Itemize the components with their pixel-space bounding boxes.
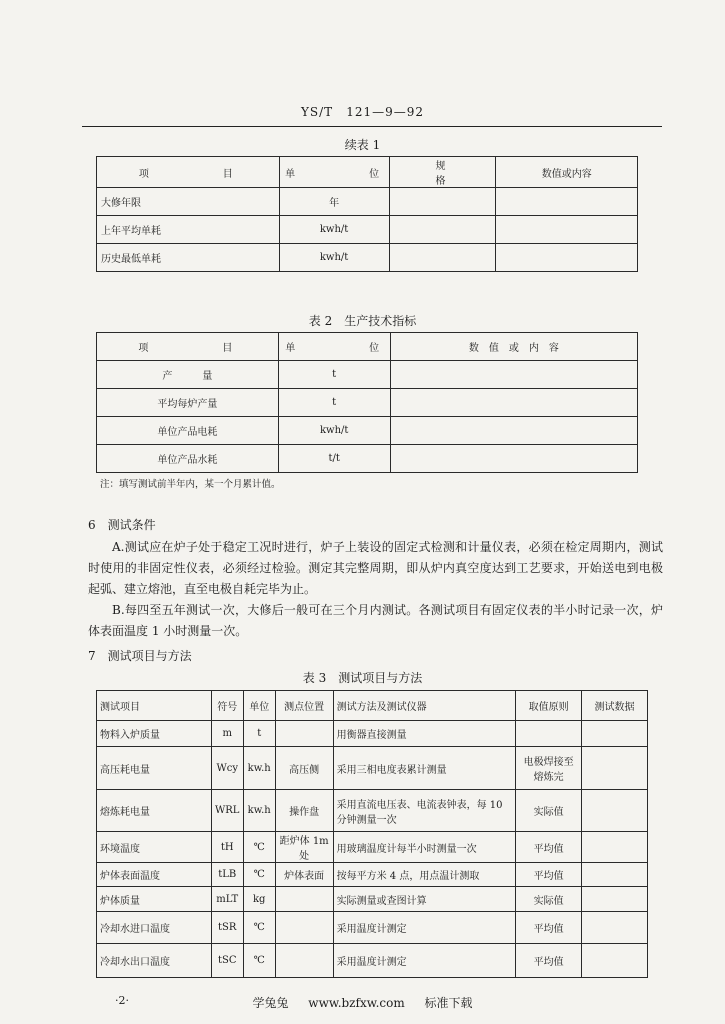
- table3-caption: 表 3 测试项目与方法: [302, 671, 423, 685]
- table-cell: [496, 216, 638, 244]
- table-cell: 产 量: [97, 361, 279, 389]
- table2: [96, 332, 638, 473]
- table-cell: 采用温度计测定: [333, 944, 516, 978]
- table-cell: [389, 244, 496, 272]
- table-cell: [275, 912, 333, 944]
- table-row: [97, 389, 638, 417]
- table-cell: [582, 912, 648, 944]
- table-cell: 用衡器直接测量: [333, 721, 516, 747]
- section6-paragraph-a: A.测试应在炉子处于稳定工况时进行，炉子上装设的固定式检测和计量仪表，必须在检定周期内，测试时使用的非固定性仪表，必须经过检验。测定其完整周期，即从炉内真空度达到工艺要求，开始送电到电极起弧、建立熔池，直至电极自耗完毕为止。: [88, 540, 663, 596]
- table-cell: kg: [243, 887, 275, 912]
- table-cell: 按每平方米 4 点，用点温计测取: [333, 863, 516, 887]
- table2-header-value: 数 值 或 内 容: [390, 333, 637, 361]
- table-cell: 冷却水出口温度: [97, 944, 212, 978]
- table-cell: [582, 790, 648, 832]
- table-cell: [582, 721, 648, 747]
- table-cell: m: [211, 721, 243, 747]
- table-cell: 平均值: [516, 944, 582, 978]
- table-cell: 距炉体 1m 处: [275, 832, 333, 863]
- table3-header-item: 测试项目: [97, 691, 212, 721]
- table-cell: kwh/t: [279, 216, 389, 244]
- table-cell: 炉体质量: [97, 887, 212, 912]
- table-cell: 电极焊接至熔炼完: [516, 747, 582, 790]
- footer-watermark: [0, 994, 725, 1011]
- table3-header-data: 测试数据: [582, 691, 648, 721]
- table-cell: 单位产品水耗: [97, 445, 279, 473]
- table-cell: 物料入炉质量: [97, 721, 212, 747]
- table1-header-spec: 规 格: [389, 157, 496, 188]
- table-cell: [390, 361, 637, 389]
- table-row: [97, 721, 648, 747]
- table-row: [97, 790, 648, 832]
- table-cell: [496, 244, 638, 272]
- table-cell: 操作盘: [275, 790, 333, 832]
- table-cell: 高压耗电量: [97, 747, 212, 790]
- table-cell: [275, 721, 333, 747]
- table-row: [97, 912, 648, 944]
- table-cell: [582, 944, 648, 978]
- table-cell: 年: [279, 188, 389, 216]
- table-cell: tSR: [211, 912, 243, 944]
- table-cell: t/t: [278, 445, 390, 473]
- table-header-row: [97, 333, 638, 361]
- table-cell: 炉体表面: [275, 863, 333, 887]
- table3-header-symbol: 符号: [211, 691, 243, 721]
- table3-header-method: 测试方法及测试仪器: [333, 691, 516, 721]
- section6-title: 6 测试条件: [88, 518, 156, 532]
- table-cell: [390, 445, 637, 473]
- table-cell: ℃: [243, 863, 275, 887]
- table-cell: tSC: [211, 944, 243, 978]
- table-cell: 用玻璃温度计每半小时测量一次: [333, 832, 516, 863]
- table-cell: 冷却水进口温度: [97, 912, 212, 944]
- table-cell: kw.h: [243, 790, 275, 832]
- table-row: [97, 747, 648, 790]
- table-cell: [390, 389, 637, 417]
- table-cell: 实际值: [516, 887, 582, 912]
- table-cell: mLT: [211, 887, 243, 912]
- table-row: [97, 944, 648, 978]
- section6-paragraph-b: B.每四至五年测试一次，大修后一般可在三个月内测试。各测试项目有固定仪表的半小时记录一次，炉体表面温度 1 小时测量一次。: [88, 603, 663, 638]
- table-row: [97, 863, 648, 887]
- table3-header-principle: 取值原则: [516, 691, 582, 721]
- table-row: [97, 216, 638, 244]
- table-row: [97, 832, 648, 863]
- table-cell: WRL: [211, 790, 243, 832]
- table-cell: t: [278, 389, 390, 417]
- table-cell: 平均值: [516, 863, 582, 887]
- table-cell: 炉体表面温度: [97, 863, 212, 887]
- table3-header-unit: 单位: [243, 691, 275, 721]
- table-cell: [390, 417, 637, 445]
- table-row: [97, 417, 638, 445]
- table-row: [97, 887, 648, 912]
- table-cell: ℃: [243, 832, 275, 863]
- table1-header-unit: 单 位: [279, 157, 389, 188]
- footer-url[interactable]: www.bzfxw.com: [308, 996, 405, 1010]
- table-cell: [582, 832, 648, 863]
- table-cell: 上年平均单耗: [97, 216, 280, 244]
- table-cell: 平均值: [516, 912, 582, 944]
- table-cell: [582, 863, 648, 887]
- table-cell: 采用直流电压表、电流表钟表，每 10 分钟测量一次: [333, 790, 516, 832]
- table-cell: t: [243, 721, 275, 747]
- table-cell: 环境温度: [97, 832, 212, 863]
- table-cell: 历史最低单耗: [97, 244, 280, 272]
- table-row: [97, 361, 638, 389]
- table-cell: [275, 887, 333, 912]
- section7-title: 7 测试项目与方法: [88, 649, 192, 663]
- table2-caption: 表 2 生产技术指标: [308, 314, 417, 328]
- table-cell: 实际测量或查图计算: [333, 887, 516, 912]
- table-cell: kwh/t: [279, 244, 389, 272]
- page-number: ·2·: [115, 994, 129, 1007]
- table-cell: 采用温度计测定: [333, 912, 516, 944]
- table-cell: 大修年限: [97, 188, 280, 216]
- table-cell: [389, 216, 496, 244]
- table-cell: t: [278, 361, 390, 389]
- table-cell: 熔炼耗电量: [97, 790, 212, 832]
- table-cell: [275, 944, 333, 978]
- table-cell: [582, 747, 648, 790]
- header-rule: [82, 126, 662, 127]
- table-cell: 高压侧: [275, 747, 333, 790]
- table-header-row: [97, 157, 638, 188]
- table-cell: tH: [211, 832, 243, 863]
- document-code: YS/T 121—9—92: [301, 105, 424, 119]
- table2-header-item: 项 目: [97, 333, 279, 361]
- table-cell: [516, 721, 582, 747]
- table-cell: [496, 188, 638, 216]
- table-row: [97, 244, 638, 272]
- table-cell: ℃: [243, 912, 275, 944]
- table-cell: 采用三相电度表累计测量: [333, 747, 516, 790]
- table-cell: 单位产品电耗: [97, 417, 279, 445]
- footer-site: 学兔兔: [252, 996, 289, 1010]
- table-cell: kwh/t: [278, 417, 390, 445]
- table3-header-location: 测点位置: [275, 691, 333, 721]
- table-cell: 平均每炉产量: [97, 389, 279, 417]
- table2-note: 注：填写测试前半年内，某一个月累计值。: [100, 479, 281, 490]
- table-row: [97, 188, 638, 216]
- table1-header-value: 数值或内容: [496, 157, 638, 188]
- table-cell: tLB: [211, 863, 243, 887]
- table-cell: ℃: [243, 944, 275, 978]
- table-cell: Wcy: [211, 747, 243, 790]
- table-cell: [582, 887, 648, 912]
- table-cell: [389, 188, 496, 216]
- table-row: [97, 445, 638, 473]
- table2-header-unit: 单 位: [278, 333, 390, 361]
- table-cell: 实际值: [516, 790, 582, 832]
- footer-label: 标准下载: [424, 996, 473, 1010]
- table-header-row: [97, 691, 648, 721]
- table1-caption: 续表 1: [344, 138, 381, 152]
- table1: [96, 156, 638, 272]
- table-cell: 平均值: [516, 832, 582, 863]
- table1-header-item: 项 目: [97, 157, 280, 188]
- table-cell: kw.h: [243, 747, 275, 790]
- table3: [96, 690, 648, 978]
